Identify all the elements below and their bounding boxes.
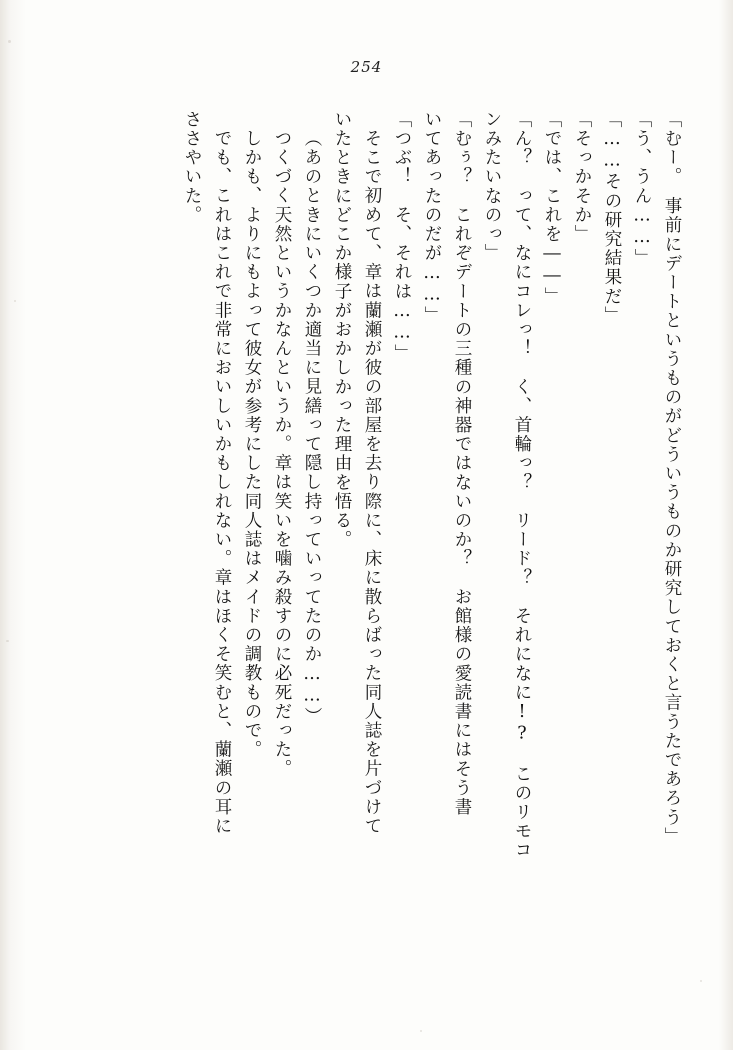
- text-line: つくづく天然というかなんというか。章は笑いを噛み殺すのに必死だった。: [272, 129, 292, 779]
- text-line: いてあったのだが……」: [422, 110, 442, 326]
- text-line: 「う、うん……」: [632, 110, 652, 268]
- text-line: そこで初めて、章は蘭瀬が彼の部屋を去り際に、床に散らばった同人誌を片づけて: [362, 129, 382, 836]
- text-line: ンみたいなのっ」: [482, 110, 502, 263]
- scan-speck: [700, 980, 702, 982]
- text-line: 「むぅ？ これぞデートの三種の神器ではないのか？ お館様の愛読書にはそう書: [452, 110, 472, 817]
- text-line: 「そっかそか」: [572, 110, 592, 244]
- scan-speck: [14, 300, 16, 302]
- text-line: いたときにどこか様子がおかしかった理由を悟る。: [332, 110, 352, 550]
- text-line: 「むー。 事前にデートというものがどういうものか研究しておくと言うたであろう」: [662, 110, 682, 847]
- page-number: 254: [350, 58, 383, 76]
- text-line: 「では、これを――」: [542, 110, 562, 306]
- scan-speck: [420, 1030, 422, 1032]
- text-line: ささやいた。: [182, 110, 202, 225]
- text-line: でも、これはこれで非常においしいかもしれない。章はほくそ笑むと、蘭瀬の耳に: [212, 129, 232, 836]
- text-line: 「つぶ！ そ、それは……」: [392, 110, 412, 364]
- text-line: 「……その研究結果だ」: [602, 110, 622, 326]
- vertical-text-body: [44, 110, 687, 990]
- text-line: （あのときにいくつか適当に見繕って隠し持っていってたのか……）: [302, 129, 322, 727]
- text-line: 「ん？ って、なにコレっ！ く、首輪っ？ リード？ それになに!? このリモコ: [512, 110, 532, 860]
- scan-speck: [6, 640, 9, 642]
- text-line: しかも、よりにもよって彼女が参考にした同人誌はメイドの調教もので。: [242, 129, 262, 760]
- scan-speck: [8, 40, 11, 43]
